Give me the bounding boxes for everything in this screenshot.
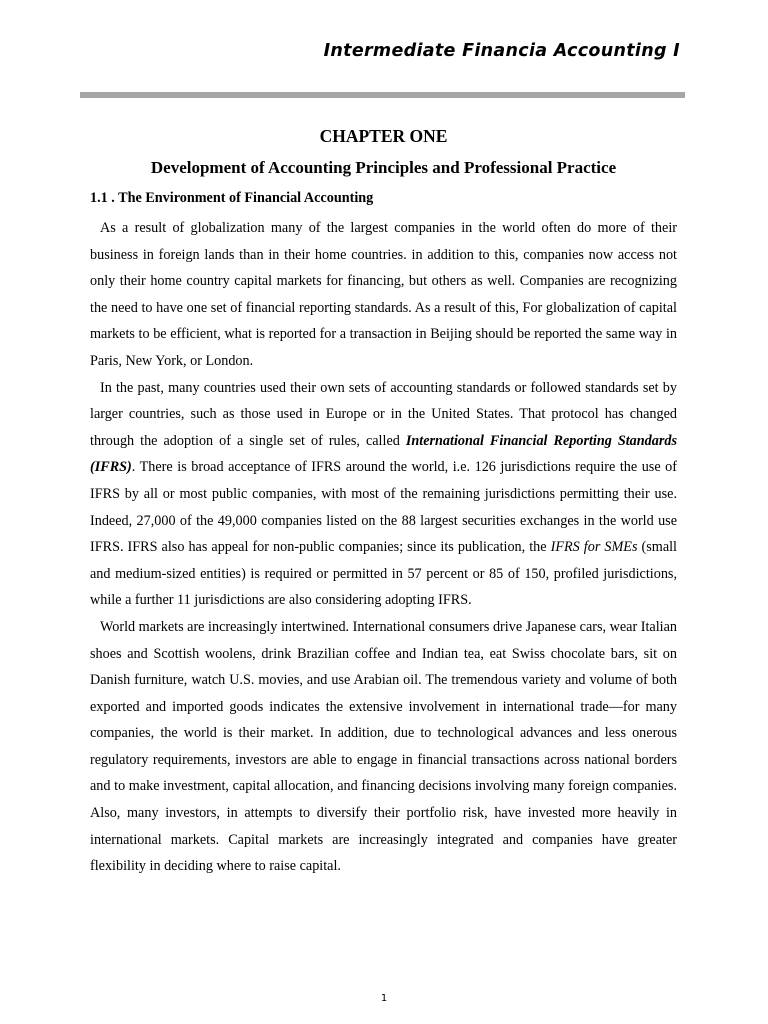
ifrs-term: International Financial Reporting Standards (IFRS) — [90, 432, 677, 476]
paragraph-ifrs-text-1: In the past, many countries used their own sets of accounting standards or followed standards set by larger countries, such as those used in Europe or in the United States. That protocol has changed through the adoption of a single set of rules, called — [90, 379, 677, 449]
chapter-title: Development of Accounting Principles and Professional Practice — [150, 158, 617, 177]
page-content — [90, 124, 677, 880]
paragraph-ifrs — [90, 375, 677, 614]
paragraph-globalization: As a result of globalization many of the largest companies in the world often do more of their business in foreign lands than in their home countries. in addition to this, companies now access not only their home country capital markets for financing, but others as well. Companies are recognizing the need to have one set of financial reporting standards. As a result of this, For globalization of capital markets to be efficient, what is reported for a transaction in Beijing should be reported the same way in Paris, New York, or London. — [90, 220, 677, 369]
header-divider — [80, 92, 685, 98]
paragraph-ifrs-text-3: (small and medium-sized entities) is required or permitted in 57 percent or 85 of 150, profiled jurisdictions, while a further 11 jurisdictions are also considering adopting IFRS. — [90, 539, 677, 609]
ifrs-for-smes-term: IFRS for SMEs — [550, 539, 638, 556]
running-header-title: Intermediate Financia Accounting I — [323, 41, 680, 61]
chapter-number: CHAPTER ONE — [319, 126, 448, 146]
paragraph-world-markets: World markets are increasingly intertwined. International consumers drive Japanese cars, wear Italian shoes and Scottish woolens, drink Brazilian coffee and Indian tea, eat Swiss chocolate bars, sit on Danish furniture, watch U.S. movies, and use Arabian oil. The tremendous variety and volume of both exported and imported goods indicates the extensive involvement in international trade—for many companies, the world is their market. In addition, due to technological advances and less onerous regulatory requirements, investors are able to engage in financial transactions across national borders and to make investment, capital allocation, and financing decisions involving many foreign companies. Also, many investors, in attempts to diversify their portfolio risk, have invested more heavily in international markets. Capital markets are increasingly integrated and companies have greater flexibility in deciding where to raise capital. — [90, 618, 677, 875]
section-heading: 1.1 . The Environment of Financial Accounting — [90, 190, 374, 206]
paragraph-ifrs-text-2: . There is broad acceptance of IFRS around the world, i.e. 126 jurisdictions require the use of IFRS by all or most public companies, with most of the remaining jurisdictions permitting their use. Indeed, 27,000 of the 49,000 companies listed on the 88 largest securities exchanges in the world use IFRS. IFRS also has appeal for non-public companies; since its publication, the — [90, 459, 677, 556]
page-number: 1 — [380, 993, 388, 1004]
